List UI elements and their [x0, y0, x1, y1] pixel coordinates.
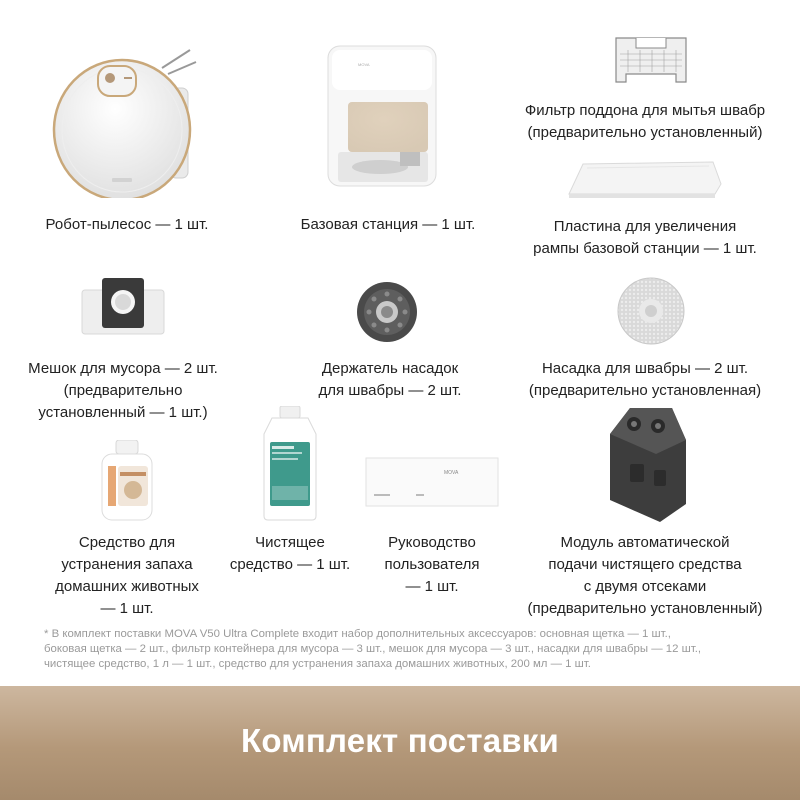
footnote	[44, 627, 784, 672]
footnote-line: боковая щетка — 2 шт., фильтр контейнера для мусора — 3 шт., мешок для мусора — 3 шт., насадки для швабры — 12 шт.,	[44, 643, 702, 655]
base-station-caption: Базовая станция — 1 шт.	[300, 216, 476, 233]
dust-bag-icon	[78, 276, 168, 338]
dosing-module-caption: Модуль автоматической подачи чистящего средства с двумя отсеками (предварительно установленный)	[527, 534, 763, 617]
footnote-line: чистящее средство, 1 л — 1 шт., средство для устранения запаха домашних животных, 200 мл — 1 шт.	[44, 658, 591, 670]
base-station-icon	[318, 42, 448, 192]
footnote-line: * В комплект поставки MOVA V50 Ultra Complete входит набор дополнительных аксессуаров: основная щетка — 1 шт.,	[44, 628, 671, 640]
mop-holder-caption: Держатель насадок для швабры — 2 шт.	[318, 360, 462, 399]
user-manual-icon	[364, 456, 500, 508]
ramp-plate-icon	[565, 158, 725, 200]
cleaning-solution-bottle-icon	[258, 406, 322, 522]
ramp-plate-caption: Пластина для увеличения рампы базовой станции — 1 шт.	[533, 218, 757, 257]
dust-bag-caption: Мешок для мусора — 2 шт. (предварительно установленный — 1 шт.)	[28, 360, 218, 421]
pet-odor-bottle-icon	[100, 440, 154, 522]
cleaning-solution-caption: Чистящее средство — 1 шт.	[229, 534, 351, 573]
banner-title: Комплект поставки	[241, 722, 559, 759]
svg-text:MOVA: MOVA	[358, 62, 370, 67]
tray-filter-icon	[612, 34, 690, 90]
tray-filter-caption: Фильтр поддона для мытья швабр (предварительно установленный)	[524, 102, 766, 141]
mop-pad-icon	[616, 276, 686, 346]
mop-holder-icon	[355, 280, 419, 344]
user-manual-caption: Руководство пользователя — 1 шт.	[384, 534, 480, 595]
dosing-module-icon	[600, 404, 690, 528]
robot-vacuum-icon	[50, 38, 200, 198]
pet-odor-caption: Средство для устранения запаха домашних животных — 1 шт.	[55, 534, 199, 617]
robot-vacuum-caption: Робот-пылесос — 1 шт.	[45, 216, 209, 233]
svg-text:MOVA: MOVA	[444, 470, 459, 476]
mop-pad-caption: Насадка для швабры — 2 шт. (предварительно установленная)	[528, 360, 762, 399]
